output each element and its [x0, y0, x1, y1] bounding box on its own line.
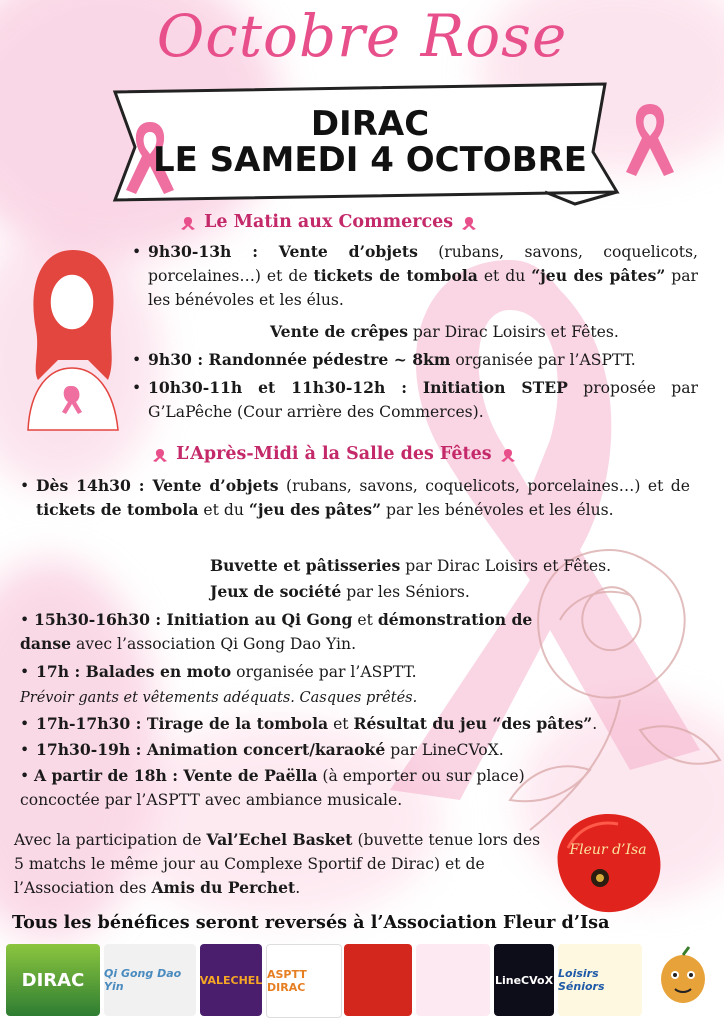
partner-logos [6, 944, 718, 1019]
logo-linecvox: LineCVoX [494, 944, 554, 1016]
morning-item-hike: 9h30 : Randonnée pédestre ~ 8km organisée par l’ASPTT. [148, 350, 636, 369]
afternoon-buvette: Buvette et pâtisseries par Dirac Loisirs et Fêtes. [210, 556, 612, 575]
afternoon-item-tombola: 17h-17h30 : Tirage de la tombola et Résultat du jeu “des pâtes”. [36, 714, 598, 733]
small-ribbon-icon [498, 448, 518, 462]
morning-item-step: 10h30-11h et 11h30-12h : Initiation STEP proposée par G’LaPêche (Cour arrière des Commerces). [148, 378, 698, 421]
pink-ribbon-right-icon [620, 100, 680, 180]
morning-item-sales: 9h30-13h : Vente d’objets (rubans, savons, coquelicots, porcelaines…) et de tickets de tombola et du “jeu des pâtes” par les bénévoles et les élus. [148, 242, 699, 309]
afternoon-item-concert: 17h30-19h : Animation concert/karaoké par LineCVoX. [36, 740, 504, 759]
afternoon-heading [150, 444, 518, 464]
logo-asptt: ASPTT DIRAC [266, 944, 342, 1018]
small-ribbon-icon [150, 448, 170, 462]
afternoon-games: Jeux de société par les Séniors. [210, 582, 470, 601]
logo-fetes [416, 944, 490, 1016]
small-ribbon-icon [178, 216, 198, 230]
afternoon-item-sales: Dès 14h30 : Vente d’objets (rubans, savons, coquelicots, porcelaines…) et de tickets de tombola et du “jeu des pâtes” par les bénévoles et les élus. [36, 476, 690, 519]
poppy-label: Fleur d’Isa [569, 842, 647, 858]
afternoon-note: Prévoir gants et vêtements adéquats. Casques prêtés. [20, 690, 418, 706]
small-ribbon-icon [459, 216, 479, 230]
afternoon-heading-text: L’Après-Midi à la Salle des Fêtes [176, 444, 492, 464]
banner-town: DIRAC [310, 104, 430, 144]
poppy-flower-logo [548, 808, 668, 920]
afternoon-item-moto: 17h : Balades en moto organisée par l’ASPTT. [36, 662, 417, 681]
logo-perchet [344, 944, 412, 1016]
logo-dirac: DIRAC [6, 944, 100, 1016]
logo-qigong: Qi Gong Dao Yin [104, 944, 196, 1016]
woman-illustration [8, 240, 138, 440]
morning-heading [178, 212, 479, 232]
logo-loisirs-seniors: Loisirs Séniors [558, 944, 642, 1016]
morning-heading-text: Le Matin aux Commerces [204, 212, 454, 232]
banner-date: LE SAMEDI 4 OCTOBRE [152, 140, 588, 180]
mascot-icon [653, 945, 713, 1015]
participation-text: Avec la participation de Val’Echel Basket (buvette tenue lors des 5 matchs le même jour au Complexe Sportif de Dirac) et de l’Association des Amis du Perchet. [14, 830, 541, 897]
page-title: Octobre Rose [156, 2, 568, 70]
morning-crepes: Vente de crêpes par Dirac Loisirs et Fêtes. [270, 322, 619, 341]
footer-statement: Tous les bénéfices seront reversés à l’Association Fleur d’Isa [12, 912, 610, 933]
logo-mascot [650, 944, 716, 1016]
afternoon-item-qigong: 15h30-16h30 : Initiation au Qi Gong et démonstration de danse avec l’association Qi Gong Dao Yin. [20, 610, 533, 653]
logo-valechel: VALECHEL [200, 944, 262, 1016]
afternoon-item-paella: A partir de 18h : Vente de Paëlla (à emporter ou sur place) concoctée par l’ASPTT avec ambiance musicale. [20, 766, 525, 809]
